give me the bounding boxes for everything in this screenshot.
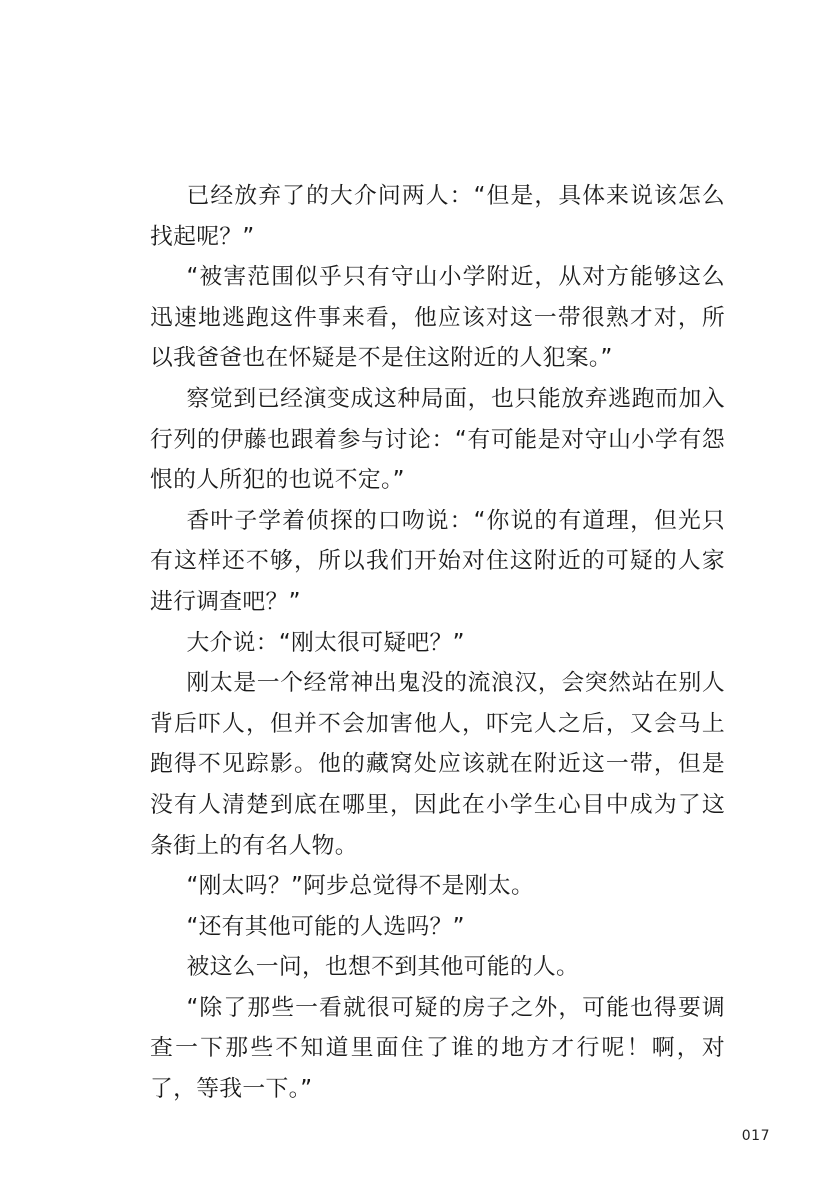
paragraph: “被害范围似乎只有守山小学附近，从对方能够这么迅速地逃跑这件事来看，他应该对这一带很熟才对，所以我爸爸也在怀疑是不是住这附近的人犯案。” (150, 264, 725, 372)
paragraph: 刚太是一个经常神出鬼没的流浪汉，会突然站在别人背后吓人，但并不会加害他人，吓完人之后，又会马上跑得不见踪影。他的藏窝处应该就在附近这一带，但是没有人清楚到底在哪里，因此在小学生心目中成为了这条街上的有名人物。 (150, 670, 725, 859)
paragraph: “除了那些一看就很可疑的房子之外，可能也得要调查一下那些不知道里面住了谁的地方才行呢！啊，对了，等我一下。” (150, 994, 725, 1103)
body-text (150, 176, 725, 1110)
paragraph: 大介说：“刚太很可疑吧？” (186, 629, 465, 656)
paragraph: 察觉到已经演变成这种局面，也只能放弃逃跑而加入行列的伊藤也跟着参与讨论：“有可能是对守山小学有怨恨的人所犯的也说不定。” (150, 385, 725, 494)
paragraph: 已经放弃了的大介问两人：“但是，具体来说该怎么找起呢？” (150, 183, 725, 250)
paragraph: “还有其他可能的人选吗？” (186, 913, 465, 940)
paragraph: 香叶子学着侦探的口吻说：“你说的有道理，但光只有这样还不够，所以我们开始对住这附近的可疑的人家进行调查吧？” (150, 507, 725, 615)
paragraph: “刚太吗？”阿步总觉得不是刚太。 (186, 873, 535, 900)
page-number: 017 (741, 1128, 770, 1144)
paragraph: 被这么一问，也想不到其他可能的人。 (186, 954, 580, 981)
